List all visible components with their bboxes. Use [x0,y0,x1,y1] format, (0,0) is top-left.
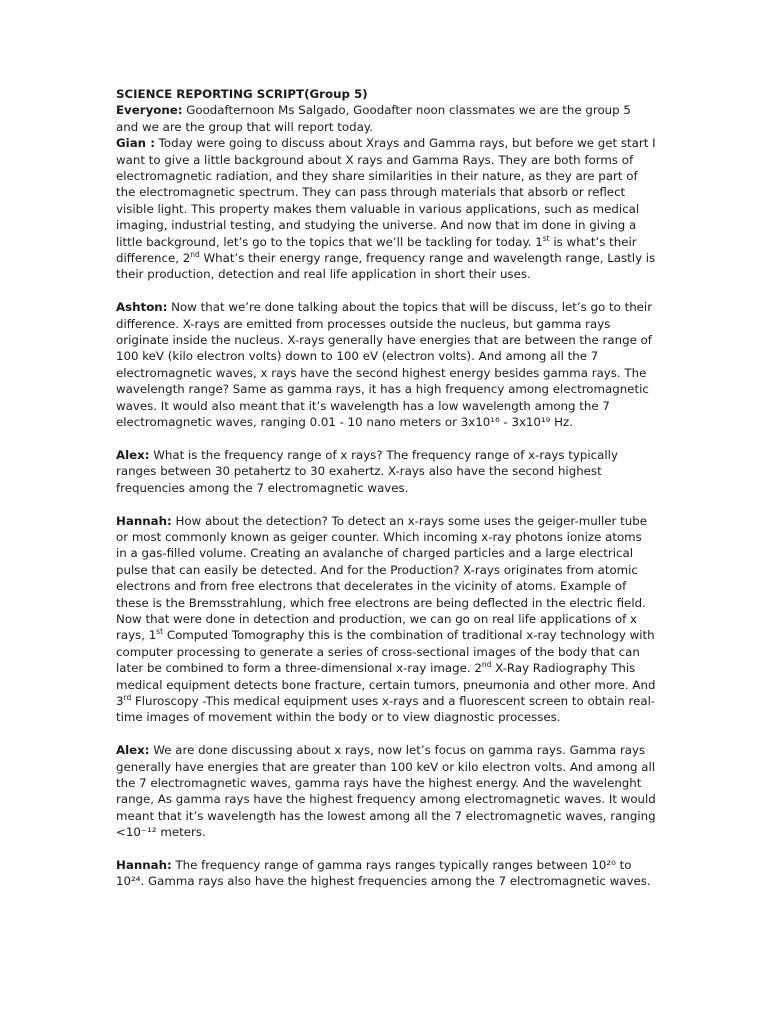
ordinal-superscript: st [542,233,550,243]
paragraph-text: We are done discussing about x rays, now let’s focus on gamma rays. Gamma rays generally have energies that are greater than 100 keV or kilo electron volts. And among all the 7 electromagnetic waves, gamma rays have the highest energy. And the wavelenght range, As gamma rays have the highest frequency among electromagnetic waves. It would meant that it’s wavelength has the lowest among all the 7 electromagnetic waves, ranging <10⁻¹² meters. [116,743,656,840]
document-title: SCIENCE REPORTING SCRIPT(Group 5) [116,87,368,101]
paragraph-text: How about the detection? To detect an x-rays some uses the geiger-muller tube or most commonly known as geiger counter. Which incoming x-ray photons ionize atoms in a gas-filled volume. Creating an avalanche of charged particles and a large electrical pulse that can easily be detected. And for the Production? X-rays originates from atomic electrons and from free electrons that decelerates in the vicinity of atoms. Example of these is the Bremsstrahlung, which free electrons are being deflected in the electric field. Now that were done in detection and production, we can go on real life applications of x rays, 1 [116,513,647,643]
script-paragraph [116,135,656,283]
paragraph-text: is what’s their difference, 2 [116,234,637,266]
script-paragraph [116,742,656,840]
script-paragraph [116,513,656,726]
paragraph-text: Today were going to discuss about Xrays and Gamma rays, but before we get start I want to give a little background about X rays and Gamma Rays. They are both forms of electromagnetic radiation, and they share similarities in their nature, as they are part of the electromagnetic spectrum. They can pass through materials that absorb or reflect visible light. This property makes them valuable in various applications, such as medical imaging, industrial testing, and studying the universe. And now that im done in giving a little background, let’s go to the topics that we’ll be tackling for today. 1 [116,136,656,249]
ordinal-superscript: nd [481,660,492,670]
script-paragraph [116,102,656,135]
paragraph-text: Now that we’re done talking about the topics that will be discuss, let’s go to their difference. X-rays are emitted from processes outside the nucleus, but gamma rays originate inside the nucleus. X-rays generally have energies that are between the range of 100 keV (kilo electron volts) down to 100 eV (electron volts). And among all the 7 electromagnetic waves, x rays have the second highest energy besides gamma rays. The wavelength range? Same as gamma rays, it has a high frequency among electromagnetic waves. It would also meant that it’s wavelength has a low wavelength among the 7 electromagnetic waves, ranging 0.01 - 10 nano meters or 3x10¹⁶ - 3x10¹⁹ Hz. [116,300,653,430]
speaker-name: Everyone: [116,103,183,118]
paragraph-text: Computed Tomography this is the combination of traditional x-ray technology with computer processing to generate a series of cross-sectional images of the body that can later be combined to form a three-dimensional x-ray image. 2 [116,628,655,676]
speaker-name: Alex: [116,743,150,758]
paragraph-text: X-Ray Radiography This medical equipment detects bone fracture, certain tumors, pneumonia and other more. And 3 [116,661,656,708]
paragraph-list [116,102,656,889]
ordinal-superscript: st [156,627,164,637]
document-page [116,86,656,906]
paragraph-text: What’s their energy range, frequency range and wavelength range, Lastly is their production, detection and real life application in short their uses. [116,251,656,282]
script-paragraph [116,857,656,890]
ordinal-superscript: nd [190,250,200,260]
speaker-name: Hannah: [116,513,172,528]
speaker-name: Gian : [116,136,155,151]
speaker-name: Alex: [116,447,150,462]
speaker-name: Ashton: [116,300,168,315]
paragraph-text: Goodafternoon Ms Salgado, Goodafter noon classmates we are the group 5 and we are the group that will report today. [116,103,631,134]
speaker-name: Hannah: [116,858,172,873]
paragraph-text: The frequency range of gamma rays ranges typically ranges between 10²⁰ to 10²⁴. Gamma rays also have the highest frequencies among the 7 electromagnetic waves. [116,858,651,889]
paragraph-text: What is the frequency range of x rays? The frequency range of x-rays typically ranges between 30 petahertz to 30 exahertz. X-rays also have the second highest frequencies among the 7 electromagnetic waves. [116,447,618,495]
script-paragraph [116,299,656,430]
ordinal-superscript: rd [123,693,132,703]
paragraph-text: Fluroscopy -This medical equipment uses x-rays and a fluorescent screen to obtain real-time images of movement within the body or to view diagnostic processes. [116,693,656,725]
script-paragraph [116,447,656,496]
